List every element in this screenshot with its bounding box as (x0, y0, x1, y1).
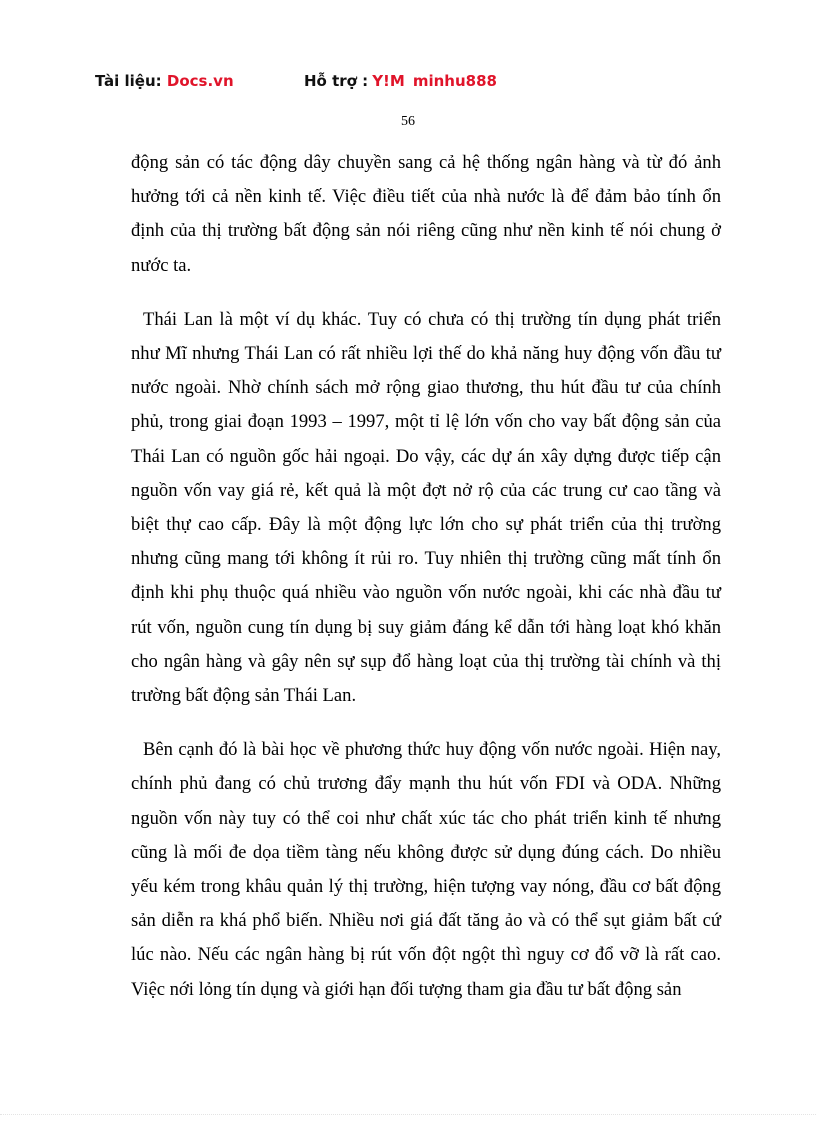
document-body (131, 146, 721, 1027)
support-handle[interactable]: minhu888 (412, 72, 497, 90)
paragraph-1: động sản có tác động dây chuyền sang cả hệ thống ngân hàng và từ đó ảnh hưởng tới cả nền kinh tế. Việc điều tiết của nhà nước là để đảm bảo tính ổn định của thị trường bất động sản nói riêng cũng như nền kinh tế nói chung ở nước ta. (131, 152, 721, 276)
paragraph-2: Thái Lan là một ví dụ khác. Tuy có chưa có thị trường tín dụng phát triển như Mĩ nhưng Thái Lan có rất nhiều lợi thế do khả năng huy động vốn đầu tư nước ngoài. Nhờ chính sách mở rộng giao thương, thu hút đầu tư của chính phủ, trong giai đoạn 1993 – 1997, một tỉ lệ lớn vốn cho vay bất động sản của Thái Lan có nguồn gốc hải ngoại. Do vậy, các dự án xây dựng được tiếp cận nguồn vốn vay giá rẻ, kết quả là một đợt nở rộ của các trung cư cao tầng và biệt thự cao cấp. Đây là một động lực lớn cho sự phát triển của thị trường nhưng cũng mang tới không ít rủi ro. Tuy nhiên thị trường cũng mất tính ổn định khi phụ thuộc quá nhiều vào nguồn vốn nước ngoài, khi các nhà đầu tư rút vốn, nguồn cung tín dụng bị suy giảm đáng kể dẫn tới hàng loạt khó khăn cho ngân hàng và gây nên sự sụp đổ hàng loạt của thị trường tài chính và thị trường bất động sản Thái Lan. (131, 308, 721, 707)
support-ym-label: Y!M (372, 72, 405, 90)
support-contact (304, 72, 497, 90)
document-header (95, 72, 715, 96)
support-label: Hỗ trợ : (304, 72, 369, 90)
footer-divider (0, 1114, 816, 1115)
paragraph-3: Bên cạnh đó là bài học về phương thức huy động vốn nước ngoài. Hiện nay, chính phủ đang có chủ trương đẩy mạnh thu hút vốn FDI và ODA. Những nguồn vốn này tuy có thể coi như chất xúc tác cho phát triển kinh tế nhưng cũng là mối đe dọa tiềm tàng nếu không được sử dụng đúng cách. Do nhiều yếu kém trong khâu quản lý thị trường, hiện tượng vay nóng, đầu cơ bất động sản diễn ra khá phổ biến. Nhiều nơi giá đất tăng ảo và có thể sụt giảm bất cứ lúc nào. Nếu các ngân hàng bị rút vốn đột ngột thì nguy cơ đổ vỡ là rất cao. Việc nới lỏng tín dụng và giới hạn đối tượng tham gia đầu tư bất động sản (131, 739, 721, 1000)
doc-source-label: Tài liệu: (95, 72, 162, 90)
doc-source-link[interactable]: Docs.vn (166, 72, 234, 90)
doc-source (95, 72, 234, 90)
page-number: 56 (401, 114, 415, 129)
